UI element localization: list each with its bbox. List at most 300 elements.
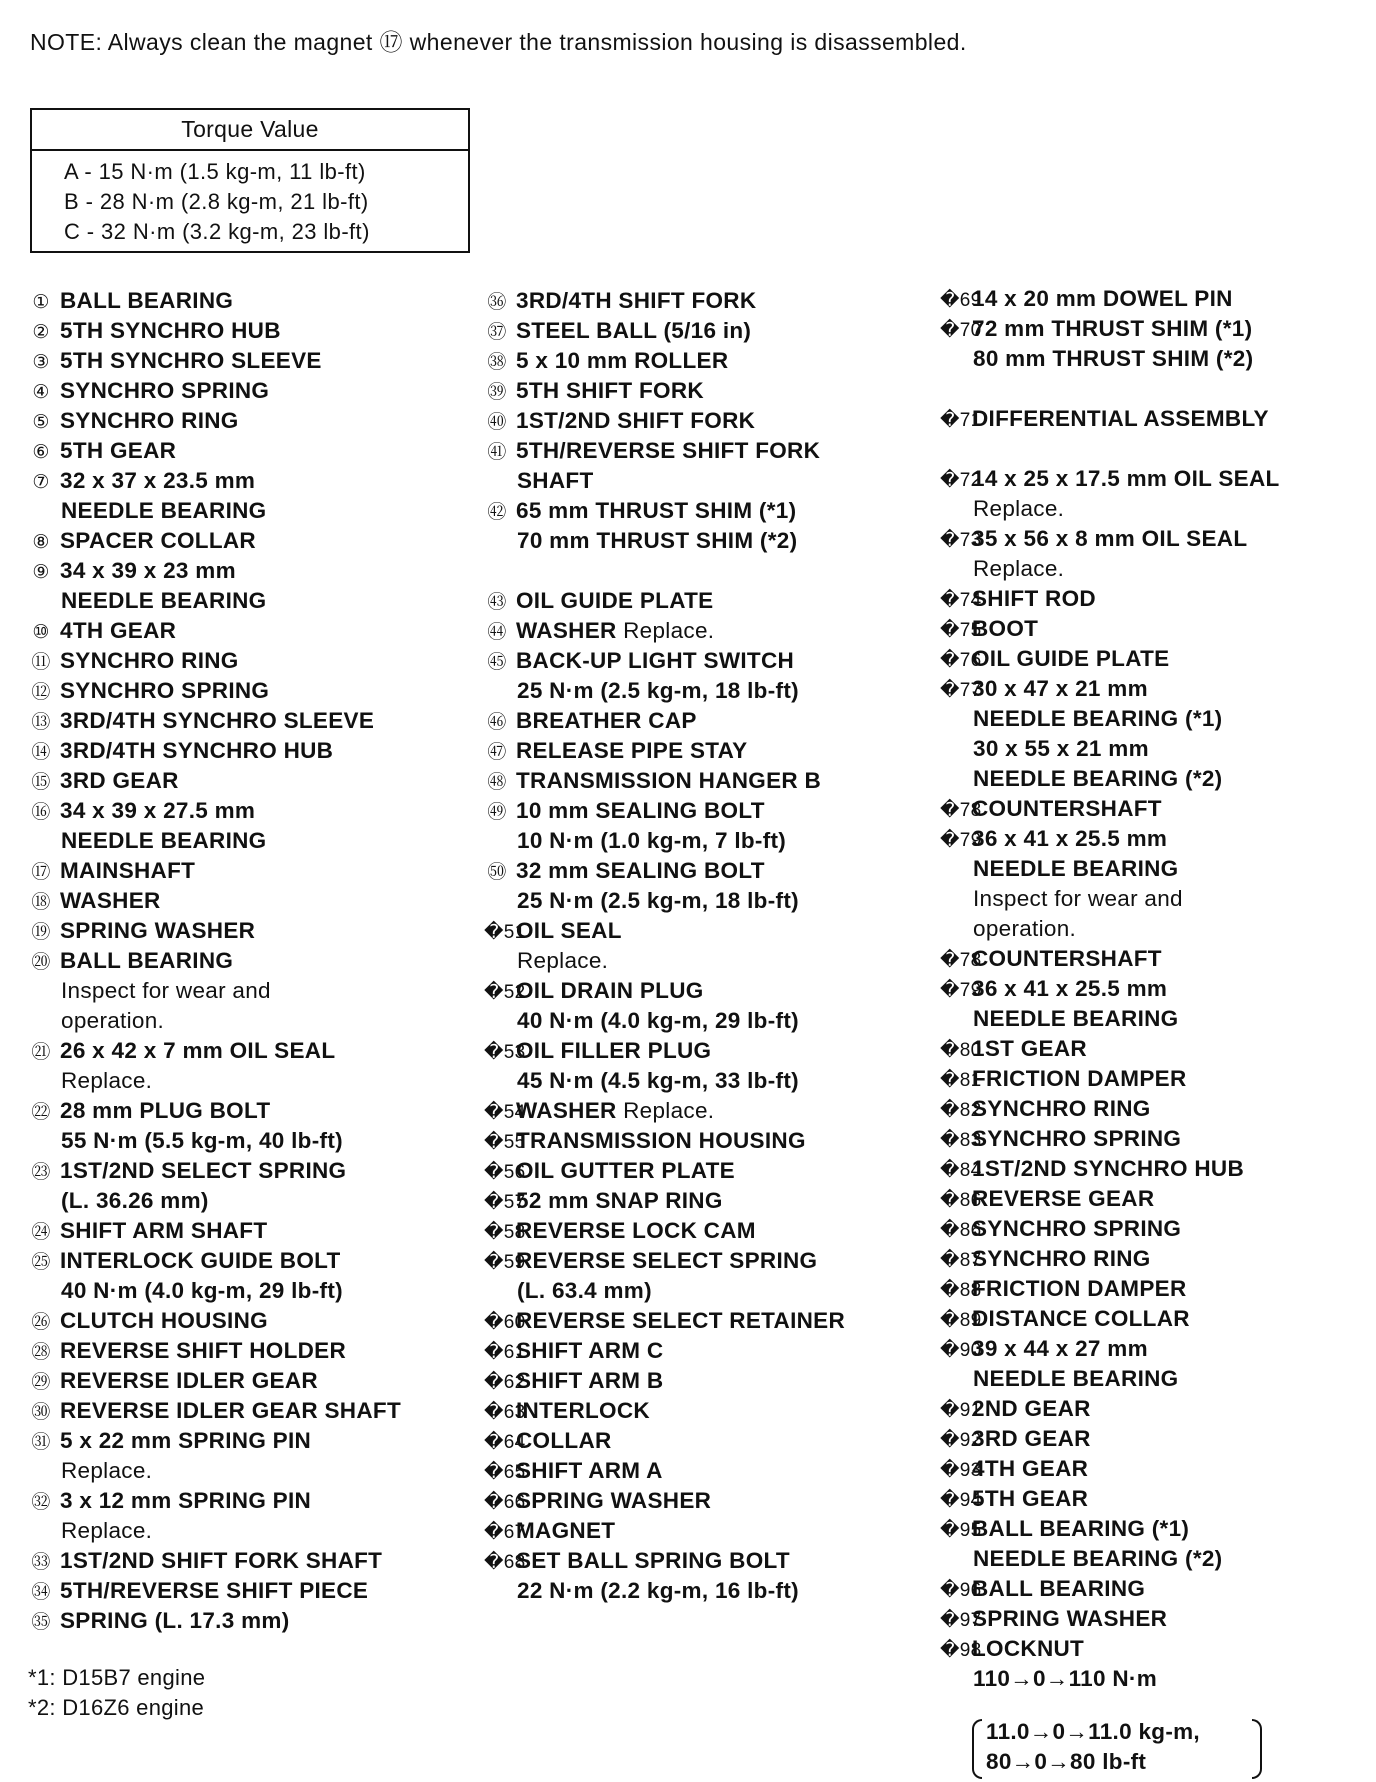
part-number: �86 bbox=[940, 1190, 982, 1211]
part-number: �82 bbox=[940, 1100, 982, 1121]
part-number: �78 bbox=[940, 950, 982, 971]
torque-value-table bbox=[30, 108, 470, 253]
part-number: ㊷ bbox=[487, 502, 507, 523]
part-line bbox=[28, 1156, 468, 1186]
part-line bbox=[940, 614, 1370, 644]
part-line bbox=[940, 344, 1370, 374]
part-name: BOOT bbox=[972, 616, 1039, 641]
torque-row-c: C - 32 N·m (3.2 kg-m, 23 lb-ft) bbox=[64, 219, 370, 244]
part-number: ㉙ bbox=[31, 1372, 51, 1393]
part-line bbox=[940, 584, 1370, 614]
part-number: �79 bbox=[940, 980, 982, 1001]
part-line bbox=[940, 1304, 1370, 1334]
part-number: �94 bbox=[940, 1490, 982, 1511]
part-name: 3RD/4TH SHIFT FORK bbox=[516, 288, 757, 313]
part-line bbox=[28, 286, 468, 316]
part-line bbox=[484, 826, 924, 856]
part-number: ⑪ bbox=[31, 652, 51, 673]
part-number: ㊽ bbox=[487, 772, 507, 793]
part-name: OIL SEAL bbox=[516, 918, 622, 943]
part-name: 5TH/REVERSE SHIFT FORK bbox=[516, 438, 821, 463]
part-name: 34 x 39 x 27.5 mm bbox=[60, 798, 256, 823]
part-line bbox=[28, 706, 468, 736]
part-number: ㊼ bbox=[487, 742, 507, 763]
part-number: �58 bbox=[484, 1222, 526, 1243]
part-line bbox=[28, 766, 468, 796]
part-number: �86 bbox=[940, 1220, 982, 1241]
part-number: �89 bbox=[940, 1310, 982, 1331]
part-line bbox=[28, 1096, 468, 1126]
part-line bbox=[28, 436, 468, 466]
part-line bbox=[28, 1306, 468, 1336]
part-number: ㊴ bbox=[487, 382, 507, 403]
part-number: ㊶ bbox=[487, 442, 507, 463]
part-name: SYNCHRO RING bbox=[60, 648, 239, 673]
part-number: �78 bbox=[940, 800, 982, 821]
part-line bbox=[940, 1514, 1370, 1544]
part-name: 3RD GEAR bbox=[972, 1426, 1091, 1451]
part-number: ㉜ bbox=[31, 1492, 51, 1513]
part-name: 34 x 39 x 23 mm bbox=[60, 558, 236, 583]
part-name: 80 mm THRUST SHIM (*2) bbox=[973, 346, 1254, 371]
part-line bbox=[28, 1126, 468, 1156]
part-number: ㉛ bbox=[31, 1432, 51, 1453]
part-name: SYNCHRO SPRING bbox=[60, 678, 270, 703]
part-name: COUNTERSHAFT bbox=[972, 946, 1162, 971]
part-line bbox=[28, 916, 468, 946]
part-line bbox=[940, 464, 1370, 494]
part-line bbox=[484, 346, 924, 376]
footnotes bbox=[28, 1663, 205, 1723]
part-number: �60 bbox=[484, 1312, 526, 1333]
part-line bbox=[28, 826, 468, 856]
part-name: FRICTION DAMPER bbox=[972, 1066, 1187, 1091]
part-line bbox=[28, 1006, 468, 1036]
part-line bbox=[28, 646, 468, 676]
part-line bbox=[28, 1546, 468, 1576]
part-number: �98 bbox=[940, 1640, 982, 1661]
part-number: �97 bbox=[940, 1610, 982, 1631]
part-number: �79 bbox=[940, 830, 982, 851]
part-line bbox=[28, 886, 468, 916]
part-number: �73 bbox=[940, 530, 982, 551]
part-name: BALL BEARING (*1) bbox=[972, 1516, 1190, 1541]
torque-table-body bbox=[32, 151, 468, 251]
part-number: �96 bbox=[940, 1580, 982, 1601]
part-number: ② bbox=[32, 322, 50, 343]
part-number: ① bbox=[32, 292, 50, 313]
part-name: SYNCHRO SPRING bbox=[972, 1126, 1182, 1151]
part-name: SET BALL SPRING BOLT bbox=[516, 1548, 790, 1573]
part-line bbox=[940, 644, 1370, 674]
part-name: WASHER bbox=[516, 618, 617, 643]
part-number: �87 bbox=[940, 1250, 982, 1271]
part-name: NEEDLE BEARING (*2) bbox=[973, 1546, 1223, 1571]
part-line bbox=[940, 1634, 1370, 1664]
part-line bbox=[484, 466, 924, 496]
part-number: ⑰ bbox=[31, 862, 51, 883]
part-number: �83 bbox=[940, 1130, 982, 1151]
part-line bbox=[28, 376, 468, 406]
torque-table-title: Torque Value bbox=[32, 110, 468, 151]
part-number: �65 bbox=[484, 1462, 526, 1483]
part-name: BACK-UP LIGHT SWITCH bbox=[516, 648, 795, 673]
part-number: �88 bbox=[940, 1280, 982, 1301]
part-line bbox=[484, 676, 924, 706]
part-name: 5TH SHIFT FORK bbox=[516, 378, 704, 403]
part-name: SYNCHRO RING bbox=[972, 1096, 1151, 1121]
part-name: SPACER COLLAR bbox=[60, 528, 256, 553]
part-line bbox=[28, 496, 468, 526]
part-line bbox=[28, 1336, 468, 1366]
part-name: MAINSHAFT bbox=[60, 858, 196, 883]
part-number: ㉑ bbox=[31, 1042, 51, 1063]
part-number: �56 bbox=[484, 1162, 526, 1183]
part-line bbox=[484, 1126, 924, 1156]
part-line bbox=[28, 1516, 468, 1546]
part-number: ⑲ bbox=[31, 922, 51, 943]
part-name: BALL BEARING bbox=[60, 288, 234, 313]
part-line bbox=[484, 736, 924, 766]
part-name: BREATHER CAP bbox=[516, 708, 697, 733]
part-line bbox=[940, 734, 1370, 764]
part-name: WASHER bbox=[60, 888, 161, 913]
part-name: 65 mm THRUST SHIM (*1) bbox=[516, 498, 797, 523]
part-line bbox=[940, 1274, 1370, 1304]
part-number: ③ bbox=[32, 352, 50, 373]
spacer bbox=[484, 556, 924, 586]
part-number: ⑤ bbox=[32, 412, 50, 433]
part-note: Inspect for wear and bbox=[973, 886, 1183, 911]
part-number: �59 bbox=[484, 1252, 526, 1273]
part-line bbox=[484, 1396, 924, 1426]
part-name: 3RD GEAR bbox=[60, 768, 179, 793]
part-name: 45 N·m (4.5 kg-m, 33 lb-ft) bbox=[517, 1068, 799, 1093]
part-note: Replace. bbox=[616, 1098, 715, 1123]
part-line bbox=[28, 1066, 468, 1096]
part-number: �80 bbox=[940, 1040, 982, 1061]
part-number: ㉓ bbox=[31, 1162, 51, 1183]
part-name: CLUTCH HOUSING bbox=[60, 1308, 268, 1333]
part-number: ㉟ bbox=[31, 1612, 51, 1633]
part-name: NEEDLE BEARING bbox=[973, 1366, 1179, 1391]
part-line bbox=[28, 406, 468, 436]
part-name: 5TH SYNCHRO SLEEVE bbox=[60, 348, 322, 373]
part-name: DISTANCE COLLAR bbox=[972, 1306, 1190, 1331]
part-name: SPRING WASHER bbox=[60, 918, 256, 943]
part-number: �68 bbox=[484, 1552, 526, 1573]
part-number: ㉞ bbox=[31, 1582, 51, 1603]
part-name: BALL BEARING bbox=[972, 1576, 1146, 1601]
part-line bbox=[484, 1216, 924, 1246]
part-line bbox=[940, 824, 1370, 854]
part-number: �71 bbox=[940, 410, 982, 431]
part-line bbox=[940, 284, 1370, 314]
part-name: 22 N·m (2.2 kg-m, 16 lb-ft) bbox=[517, 1578, 799, 1603]
part-number: ⑫ bbox=[31, 682, 51, 703]
part-line bbox=[28, 676, 468, 706]
part-line bbox=[484, 796, 924, 826]
part-name: BALL BEARING bbox=[60, 948, 234, 973]
part-name: COLLAR bbox=[516, 1428, 612, 1453]
part-number: �51 bbox=[484, 922, 526, 943]
part-line bbox=[28, 1186, 468, 1216]
part-number: ㊳ bbox=[487, 352, 507, 373]
part-name: NEEDLE BEARING (*1) bbox=[973, 706, 1223, 731]
part-name: STEEL BALL (5/16 in) bbox=[516, 318, 752, 343]
part-name: 25 N·m (2.5 kg-m, 18 lb-ft) bbox=[517, 888, 799, 913]
part-name: OIL DRAIN PLUG bbox=[516, 978, 704, 1003]
part-name: MAGNET bbox=[516, 1518, 616, 1543]
part-name: NEEDLE BEARING bbox=[973, 856, 1179, 881]
part-line bbox=[484, 1186, 924, 1216]
part-note: Replace. bbox=[616, 618, 715, 643]
part-line bbox=[484, 1366, 924, 1396]
part-name: 36 x 41 x 25.5 mm bbox=[972, 826, 1168, 851]
note-text: NOTE: Always clean the magnet ⑰ whenever the transmission housing is disassembled. bbox=[30, 29, 967, 55]
part-name: SHAFT bbox=[517, 468, 594, 493]
part-number: �69 bbox=[940, 290, 982, 311]
part-note: Inspect for wear and bbox=[61, 978, 271, 1003]
part-number: �77 bbox=[940, 680, 982, 701]
part-name: 1ST/2ND SHIFT FORK bbox=[516, 408, 756, 433]
part-name: OIL FILLER PLUG bbox=[516, 1038, 712, 1063]
part-line bbox=[940, 674, 1370, 704]
part-name: 14 x 20 mm DOWEL PIN bbox=[972, 286, 1233, 311]
part-name: 3 x 12 mm SPRING PIN bbox=[60, 1488, 312, 1513]
part-name: 2ND GEAR bbox=[972, 1396, 1091, 1421]
part-number: �70 bbox=[940, 320, 982, 341]
part-note: Replace. bbox=[61, 1458, 153, 1483]
part-name: 70 mm THRUST SHIM (*2) bbox=[517, 528, 798, 553]
part-line bbox=[940, 1604, 1370, 1634]
part-name: DIFFERENTIAL ASSEMBLY bbox=[972, 406, 1269, 431]
part-number: �54 bbox=[484, 1102, 526, 1123]
part-name: 36 x 41 x 25.5 mm bbox=[972, 976, 1168, 1001]
part-line bbox=[940, 1574, 1370, 1604]
part-line bbox=[484, 766, 924, 796]
part-number: ㉒ bbox=[31, 1102, 51, 1123]
part-name: 3RD/4TH SYNCHRO HUB bbox=[60, 738, 334, 763]
part-number: ⑩ bbox=[32, 622, 50, 643]
part-name: 52 mm SNAP RING bbox=[516, 1188, 723, 1213]
part-line bbox=[484, 1096, 924, 1126]
part-name: 40 N·m (4.0 kg-m, 29 lb-ft) bbox=[517, 1008, 799, 1033]
part-line bbox=[484, 856, 924, 886]
left-brace bbox=[972, 1719, 982, 1779]
part-name: NEEDLE BEARING bbox=[61, 828, 267, 853]
part-line bbox=[484, 946, 924, 976]
part-line bbox=[484, 406, 924, 436]
part-line bbox=[28, 316, 468, 346]
part-line bbox=[28, 1606, 468, 1636]
part-line bbox=[28, 1216, 468, 1246]
part-number: �57 bbox=[484, 1192, 526, 1213]
part-line bbox=[940, 1004, 1370, 1034]
part-line bbox=[940, 794, 1370, 824]
part-number: ㊸ bbox=[487, 592, 507, 613]
part-number: ㉔ bbox=[31, 1222, 51, 1243]
part-name: REVERSE SHIFT HOLDER bbox=[60, 1338, 347, 1363]
part-name: 5TH/REVERSE SHIFT PIECE bbox=[60, 1578, 369, 1603]
locknut-torque-brace bbox=[972, 1715, 1262, 1779]
part-name: 25 N·m (2.5 kg-m, 18 lb-ft) bbox=[517, 678, 799, 703]
part-line bbox=[28, 556, 468, 586]
part-line bbox=[28, 1576, 468, 1606]
part-line bbox=[28, 346, 468, 376]
part-number: �95 bbox=[940, 1520, 982, 1541]
part-number: �92 bbox=[940, 1430, 982, 1451]
part-number: ㊲ bbox=[487, 322, 507, 343]
part-name: REVERSE GEAR bbox=[972, 1186, 1155, 1211]
part-name: NEEDLE BEARING bbox=[61, 498, 267, 523]
part-name: NEEDLE BEARING bbox=[61, 588, 267, 613]
part-number: ㊾ bbox=[487, 802, 507, 823]
part-line bbox=[28, 976, 468, 1006]
part-line bbox=[484, 886, 924, 916]
part-line bbox=[484, 526, 924, 556]
part-name: 35 x 56 x 8 mm OIL SEAL bbox=[972, 526, 1248, 551]
part-name: 4TH GEAR bbox=[972, 1456, 1089, 1481]
part-line bbox=[940, 1334, 1370, 1364]
part-number: ㉖ bbox=[31, 1312, 51, 1333]
part-name: REVERSE IDLER GEAR SHAFT bbox=[60, 1398, 401, 1423]
part-note: Replace. bbox=[973, 556, 1065, 581]
part-line bbox=[28, 466, 468, 496]
part-number: ㉚ bbox=[31, 1402, 51, 1423]
part-number: ⑱ bbox=[31, 892, 51, 913]
part-name: 14 x 25 x 17.5 mm OIL SEAL bbox=[972, 466, 1280, 491]
part-line bbox=[940, 704, 1370, 734]
part-name: SYNCHRO SPRING bbox=[60, 378, 270, 403]
part-line bbox=[484, 1246, 924, 1276]
part-line bbox=[940, 314, 1370, 344]
part-line bbox=[940, 1154, 1370, 1184]
part-number: �61 bbox=[484, 1342, 526, 1363]
part-name: 39 x 44 x 27 mm bbox=[972, 1336, 1148, 1361]
part-line bbox=[484, 1066, 924, 1096]
part-number: ⑯ bbox=[31, 802, 51, 823]
part-line bbox=[28, 796, 468, 826]
part-number: �52 bbox=[484, 982, 526, 1003]
part-name: 10 mm SEALING BOLT bbox=[516, 798, 765, 823]
part-note: operation. bbox=[973, 916, 1077, 941]
part-name: RELEASE PIPE STAY bbox=[516, 738, 748, 763]
part-number: ⑧ bbox=[32, 532, 50, 553]
part-line bbox=[28, 1396, 468, 1426]
part-name: 30 x 47 x 21 mm bbox=[972, 676, 1148, 701]
part-line bbox=[940, 554, 1370, 584]
part-line bbox=[940, 404, 1370, 434]
part-name: SYNCHRO RING bbox=[972, 1246, 1151, 1271]
part-name: 26 x 42 x 7 mm OIL SEAL bbox=[60, 1038, 336, 1063]
part-line bbox=[484, 646, 924, 676]
part-line bbox=[484, 436, 924, 466]
part-name: 1ST/2ND SYNCHRO HUB bbox=[972, 1156, 1244, 1181]
part-name: INTERLOCK GUIDE BOLT bbox=[60, 1248, 341, 1273]
part-number: ⑳ bbox=[31, 952, 51, 973]
part-number: �81 bbox=[940, 1070, 982, 1091]
part-number: ㊻ bbox=[487, 712, 507, 733]
part-name: SPRING WASHER bbox=[516, 1488, 712, 1513]
part-name: 5TH GEAR bbox=[972, 1486, 1089, 1511]
part-name: OIL GUTTER PLATE bbox=[516, 1158, 735, 1183]
part-line bbox=[484, 616, 924, 646]
part-line bbox=[940, 494, 1370, 524]
part-name: SPRING WASHER bbox=[972, 1606, 1168, 1631]
part-name: 40 N·m (4.0 kg-m, 29 lb-ft) bbox=[61, 1278, 343, 1303]
part-line bbox=[940, 1424, 1370, 1454]
part-line bbox=[484, 1426, 924, 1456]
part-line bbox=[940, 1094, 1370, 1124]
part-line bbox=[484, 1516, 924, 1546]
part-line bbox=[940, 1214, 1370, 1244]
part-note: Replace. bbox=[61, 1518, 153, 1543]
parts-column-2 bbox=[484, 286, 924, 1606]
part-name: OIL GUIDE PLATE bbox=[516, 588, 714, 613]
part-name: (L. 63.4 mm) bbox=[517, 1278, 652, 1303]
part-line bbox=[28, 526, 468, 556]
part-line bbox=[484, 316, 924, 346]
part-number: �84 bbox=[940, 1160, 982, 1181]
part-number: ㊵ bbox=[487, 412, 507, 433]
part-line bbox=[484, 1456, 924, 1486]
part-name: TRANSMISSION HANGER B bbox=[516, 768, 822, 793]
part-line bbox=[28, 946, 468, 976]
part-number: ⑨ bbox=[32, 562, 50, 583]
part-number: �55 bbox=[484, 1132, 526, 1153]
part-number: �67 bbox=[484, 1522, 526, 1543]
part-line bbox=[940, 1184, 1370, 1214]
part-name: SHIFT ARM C bbox=[516, 1338, 664, 1363]
part-number: �90 bbox=[940, 1340, 982, 1361]
part-number: ㊿ bbox=[487, 862, 507, 883]
part-line bbox=[484, 1306, 924, 1336]
part-name: 1ST GEAR bbox=[972, 1036, 1087, 1061]
part-line bbox=[28, 1426, 468, 1456]
part-line bbox=[940, 1484, 1370, 1514]
part-number: ㊹ bbox=[487, 622, 507, 643]
part-line bbox=[28, 616, 468, 646]
part-name: WASHER bbox=[516, 1098, 617, 1123]
part-line bbox=[28, 856, 468, 886]
part-name: 1ST/2ND SELECT SPRING bbox=[60, 1158, 347, 1183]
part-line bbox=[484, 586, 924, 616]
part-number: �72 bbox=[940, 470, 982, 491]
part-line bbox=[484, 1276, 924, 1306]
part-note: Replace. bbox=[517, 948, 609, 973]
part-line bbox=[940, 1064, 1370, 1094]
part-number: �66 bbox=[484, 1492, 526, 1513]
part-number: �64 bbox=[484, 1432, 526, 1453]
part-line bbox=[940, 1124, 1370, 1154]
part-number: �62 bbox=[484, 1372, 526, 1393]
part-name: 5 x 10 mm ROLLER bbox=[516, 348, 729, 373]
spacer bbox=[940, 434, 1370, 464]
part-line bbox=[484, 916, 924, 946]
part-line bbox=[484, 976, 924, 1006]
part-name: OIL GUIDE PLATE bbox=[972, 646, 1170, 671]
part-name: 1ST/2ND SHIFT FORK SHAFT bbox=[60, 1548, 383, 1573]
part-line bbox=[28, 1276, 468, 1306]
part-name: 4TH GEAR bbox=[60, 618, 177, 643]
footnote-2: *2: D16Z6 engine bbox=[28, 1695, 205, 1720]
part-number: ㉕ bbox=[31, 1252, 51, 1273]
part-line bbox=[484, 1156, 924, 1186]
part-name: SYNCHRO SPRING bbox=[972, 1216, 1182, 1241]
part-name: (L. 36.26 mm) bbox=[61, 1188, 209, 1213]
part-line bbox=[940, 944, 1370, 974]
